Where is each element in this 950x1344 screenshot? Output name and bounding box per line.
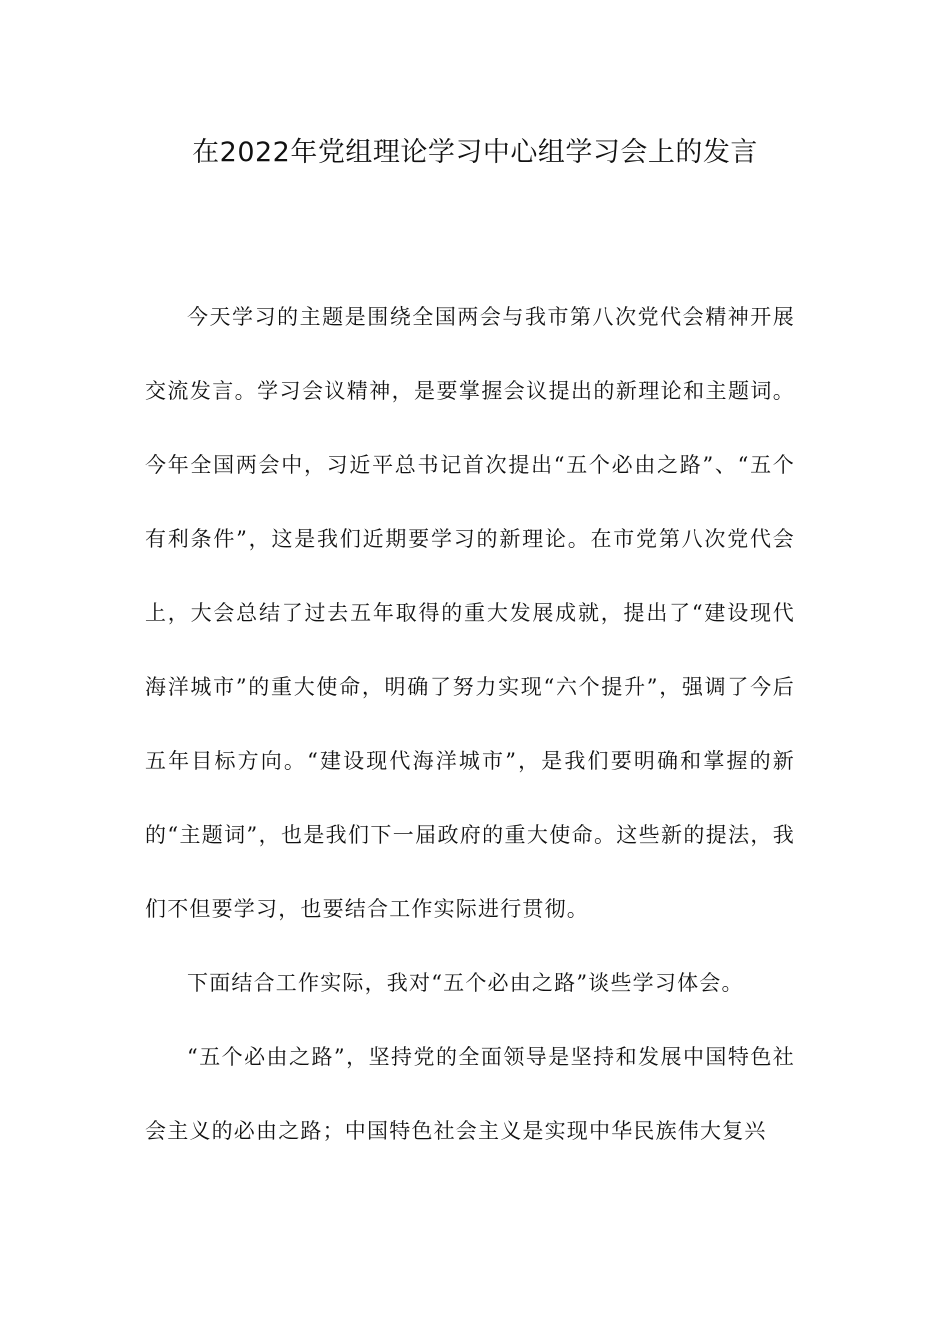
- paragraph: 下面结合工作实际，我对“五个必由之路”谈些学习体会。: [187, 971, 744, 995]
- paragraph: 今天学习的主题是围绕全国两会与我市第八次党代会精神开展交流发言。学习会议精神，是要掌握会议提出的新理论和主题词。今年全国两会中，习近平总书记首次提出“五个必由之路”、“五个有利条件”，这是我们近期要学习的新理论。在市党第八次党代会上，大会总结了过去五年取得的重大发展成就，提出了“建设现代海洋城市”的重大使命，明确了努力实现“六个提升”，强调了今后五年目标方向。“建设现代海洋城市”，是我们要明确和掌握的新的“主题词”，也是我们下一届政府的重大使命。这些新的提法，我们不但要学习，也要结合工作实际进行贯彻。: [145, 305, 795, 921]
- document-title: 在2022年党组理论学习中心组学习会上的发言: [192, 137, 758, 168]
- document-body: [145, 280, 795, 1168]
- paragraph: “五个必由之路”，坚持党的全面领导是坚持和发展中国特色社会主义的必由之路；中国特色社会主义是实现中华民族伟大复兴: [145, 1045, 795, 1143]
